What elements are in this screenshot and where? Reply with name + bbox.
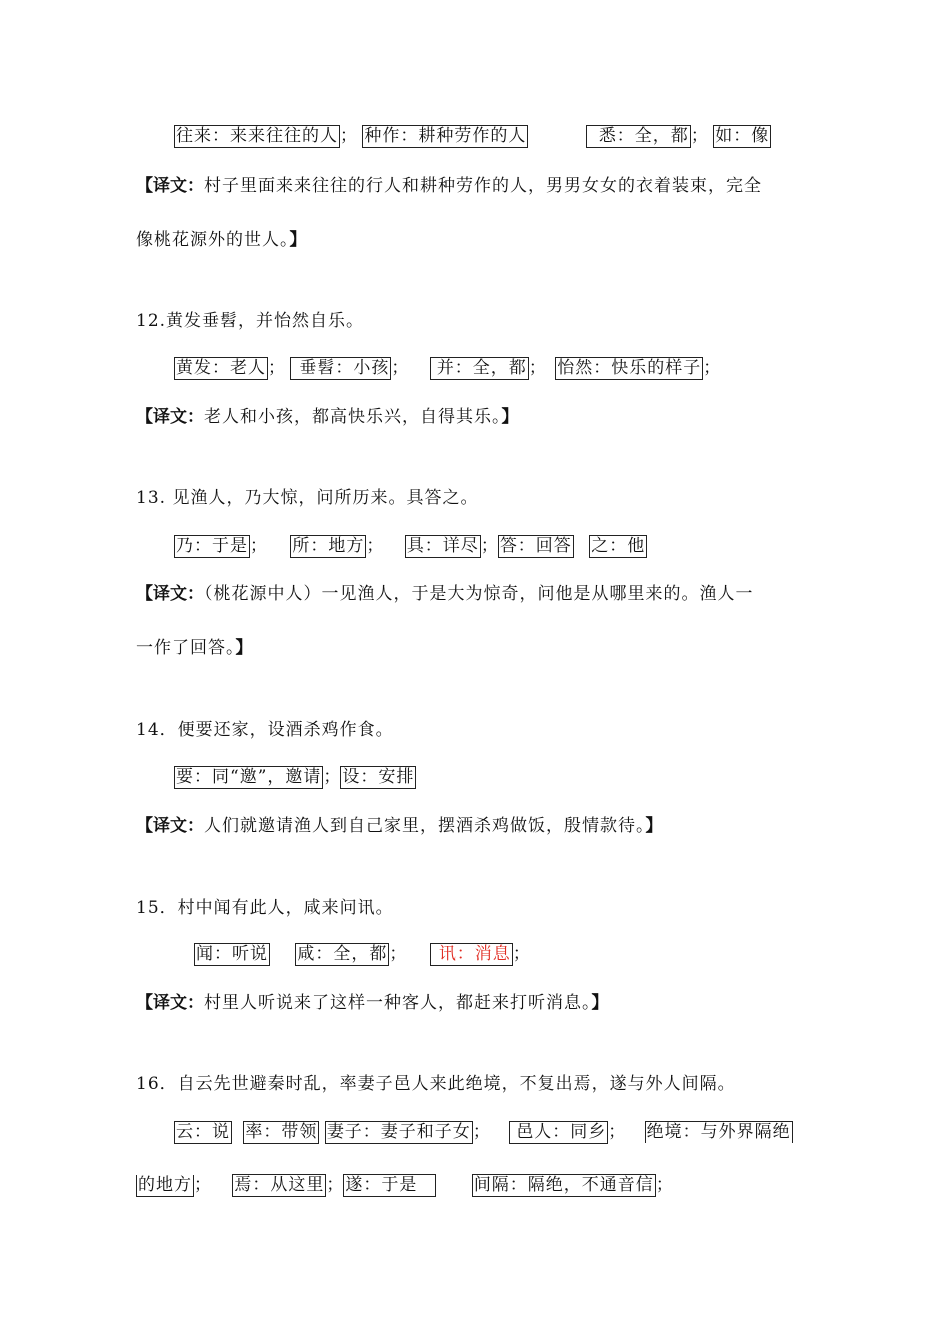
vocab-box: 往来：来来往往的人 bbox=[176, 126, 338, 146]
sentence-12: 12.黄发垂髫，并怡然自乐。 bbox=[136, 311, 365, 331]
translation-11-cont: 像桃花源外的世人。】 bbox=[136, 230, 308, 250]
translation-11: 【译文：村子里面来来往往的行人和耕种劳作的人，男男女女的衣着装束，完全 bbox=[136, 176, 762, 196]
vocab-box: 妻子：妻子和子女 bbox=[326, 1122, 471, 1142]
translation-14: 【译文：人们就邀请渔人到自己家里，摆酒杀鸡做饭，殷情款待。】 bbox=[136, 816, 664, 836]
vocab-box: 闻：听说 bbox=[196, 944, 268, 964]
vocab-row-13: 乃：于是 ； 所：地方 ； 具：详尽 ； 答：回答 之：他 bbox=[176, 536, 646, 556]
vocab-box: 要：同“邀”，邀请 bbox=[176, 767, 322, 787]
vocab-box: 答：回答 bbox=[499, 536, 572, 556]
vocab-box: 焉：从这里 bbox=[234, 1175, 325, 1195]
vocab-box-highlight: 讯：消息 bbox=[430, 943, 513, 966]
vocab-box: 怡然：快乐的样子 bbox=[557, 358, 702, 378]
vocab-row-16-cont: 的地方 ； 焉：从这里 ； 遂：于是 间隔：隔绝，不通音信 ； bbox=[138, 1175, 673, 1195]
vocab-box: 种作：耕种劳作的人 bbox=[364, 126, 527, 146]
vocab-box: 具：详尽 bbox=[406, 536, 479, 556]
sentence-15: 15．村中闻有此人，咸来问讯。 bbox=[136, 898, 394, 918]
vocab-box: 悉：全，都 bbox=[586, 125, 691, 148]
translation-13: 【译文：（桃花源中人）一见渔人，于是大为惊奇，问他是从哪里来的。渔人一 bbox=[136, 584, 754, 604]
vocab-box: 邑人：同乡 bbox=[509, 1121, 608, 1144]
sentence-14: 14．便要还家，设酒杀鸡作食。 bbox=[136, 720, 394, 740]
vocab-box: 所：地方 bbox=[292, 536, 365, 556]
translation-15: 【译文：村里人听说来了这样一种客人，都赶来打听消息。】 bbox=[136, 993, 610, 1013]
vocab-box: 的地方 bbox=[138, 1175, 192, 1195]
vocab-box: 黄发：老人 bbox=[176, 358, 266, 378]
vocab-row-11: 往来：来来往往的人 ； 种作：耕种劳作的人 悉：全，都 ； 如：像 bbox=[176, 126, 770, 146]
vocab-box: 绝境：与外界隔绝 bbox=[646, 1122, 791, 1142]
vocab-box: 率：带领 bbox=[245, 1122, 318, 1142]
vocab-row-15: 闻：听说 咸：全，都 ； 讯：消息 ； bbox=[196, 944, 530, 964]
vocab-box: 垂髫：小孩 bbox=[290, 357, 391, 380]
vocab-box: 遂：于是 bbox=[343, 1174, 436, 1197]
vocab-box: 间隔：隔绝，不通音信 bbox=[473, 1175, 654, 1195]
vocab-box: 如：像 bbox=[715, 126, 770, 146]
vocab-row-14: 要：同“邀”，邀请 ； 设：安排 bbox=[176, 767, 415, 787]
vocab-box: 设：安排 bbox=[342, 767, 415, 787]
vocab-row-12: 黄发：老人 ； 垂髫：小孩 ； 并：全，都 ； 怡然：快乐的样子 ； bbox=[176, 358, 721, 378]
vocab-box: 乃：于是 bbox=[176, 536, 248, 556]
sentence-13: 13. 见渔人，乃大惊，问所历来。具答之。 bbox=[136, 488, 479, 508]
translation-13-cont: 一作了回答。】 bbox=[136, 638, 254, 658]
vocab-box: 并：全，都 bbox=[430, 357, 529, 380]
translation-12: 【译文：老人和小孩，都高快乐兴，自得其乐。】 bbox=[136, 407, 520, 427]
vocab-row-16: 云：说 率：带领 妻子：妻子和子女 ； 邑人：同乡 ； 绝境：与外界隔绝 bbox=[176, 1122, 791, 1142]
sentence-16: 16．自云先世避秦时乱，率妻子邑人来此绝境，不复出焉，遂与外人间隔。 bbox=[136, 1074, 736, 1094]
vocab-box: 之：他 bbox=[591, 536, 646, 556]
vocab-box: 咸：全，都 bbox=[297, 944, 388, 964]
vocab-box: 云：说 bbox=[176, 1122, 230, 1142]
